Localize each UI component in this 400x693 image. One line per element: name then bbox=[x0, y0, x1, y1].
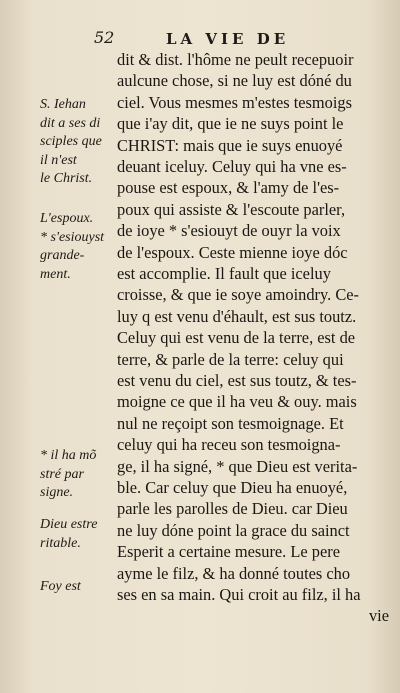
margin-note-line: le Christ. bbox=[40, 171, 93, 186]
text-line: pouse est espoux, & l'amy de l'es- bbox=[117, 178, 340, 198]
text-line: aulcune chose, si ne luy est dóné du bbox=[117, 71, 352, 91]
margin-note-line: Foy est bbox=[40, 579, 81, 594]
margin-note-line: stré par bbox=[40, 466, 84, 482]
text-line: luy q est venu d'éhault, est sus toutz. bbox=[117, 306, 357, 326]
margin-note-line: Dieu estre bbox=[40, 517, 98, 532]
margin-note-line: il n'est bbox=[40, 152, 77, 168]
text-line: Celuy qui est venu de la terre, est de bbox=[117, 328, 356, 348]
text-line: est accomplie. Il fault que iceluy bbox=[117, 264, 331, 283]
margin-note-line: grande- bbox=[40, 248, 85, 263]
text-line: moigne ce que il ha veu & ouy. mais bbox=[117, 392, 357, 412]
text-line: ble. Car celuy que Dieu ha enuoyé, bbox=[117, 478, 348, 497]
text-line: ayme le filz, & ha donné toutes cho bbox=[117, 563, 351, 583]
margin-note-line: dit a ses di bbox=[40, 115, 101, 131]
margin-note-line: signe. bbox=[40, 485, 74, 500]
text-line: parle les parolles de Dieu. car Dieu bbox=[117, 499, 348, 519]
margin-note-dieu-estre bbox=[40, 516, 120, 553]
margin-note-il-ha-mo bbox=[40, 447, 120, 503]
margin-note-foy-est bbox=[40, 578, 120, 597]
text-line: CHRIST: mais que ie suys enuoyé bbox=[117, 135, 343, 155]
text-line: terre, & parle de la terre: celuy qui bbox=[117, 349, 344, 369]
margin-note-line: L'espoux. bbox=[40, 211, 94, 226]
text-line: ne luy dóne point la grace du sainct bbox=[117, 520, 350, 540]
text-line: ge, il ha signé, * que Dieu est verita- bbox=[117, 456, 358, 476]
text-line: de ioye * s'esiouyt de ouyr la voix bbox=[117, 221, 341, 241]
text-line: que i'ay dit, que ie ne suys point le bbox=[117, 114, 344, 134]
margin-note-lespoux bbox=[40, 210, 120, 284]
text-line: croisse, & que ie soye amoindry. Ce- bbox=[117, 285, 360, 305]
text-line: dit & dist. l'hôme ne peult recepuoir bbox=[117, 50, 354, 69]
margin-note-line: * s'esiouyst bbox=[40, 229, 105, 245]
margin-note-line: * il ha mõ bbox=[40, 448, 97, 463]
text-line: deuant iceluy. Celuy qui ha vne es- bbox=[117, 157, 347, 176]
margin-note-line: S. Iehan bbox=[40, 97, 86, 112]
text-line: ses en sa main. Qui croit au filz, il ha bbox=[117, 585, 361, 604]
page-number: 52 bbox=[94, 28, 115, 47]
text-line: nul ne reçoipt son tesmoignage. Et bbox=[117, 413, 344, 433]
margin-note-s-iehan bbox=[40, 96, 120, 189]
margin-note-line: sciples que bbox=[40, 134, 102, 149]
text-line: de l'espoux. Ceste mienne ioye dóc bbox=[117, 242, 348, 262]
text-line: celuy qui ha receu son tesmoigna- bbox=[117, 435, 341, 455]
text-line: vie bbox=[368, 606, 389, 626]
running-title: LA VIE DE bbox=[166, 30, 290, 48]
margin-note-line: ritable. bbox=[40, 535, 81, 551]
text-line: poux qui assiste & l'escoute parler, bbox=[117, 199, 346, 219]
text-line: ciel. Vous mesmes m'estes tesmoigs bbox=[117, 92, 352, 112]
text-line: est venu du ciel, est sus toutz, & tes- bbox=[117, 371, 357, 390]
text-line: Esperit a certaine mesure. Le pere bbox=[117, 542, 340, 562]
margin-note-line: ment. bbox=[40, 266, 71, 282]
